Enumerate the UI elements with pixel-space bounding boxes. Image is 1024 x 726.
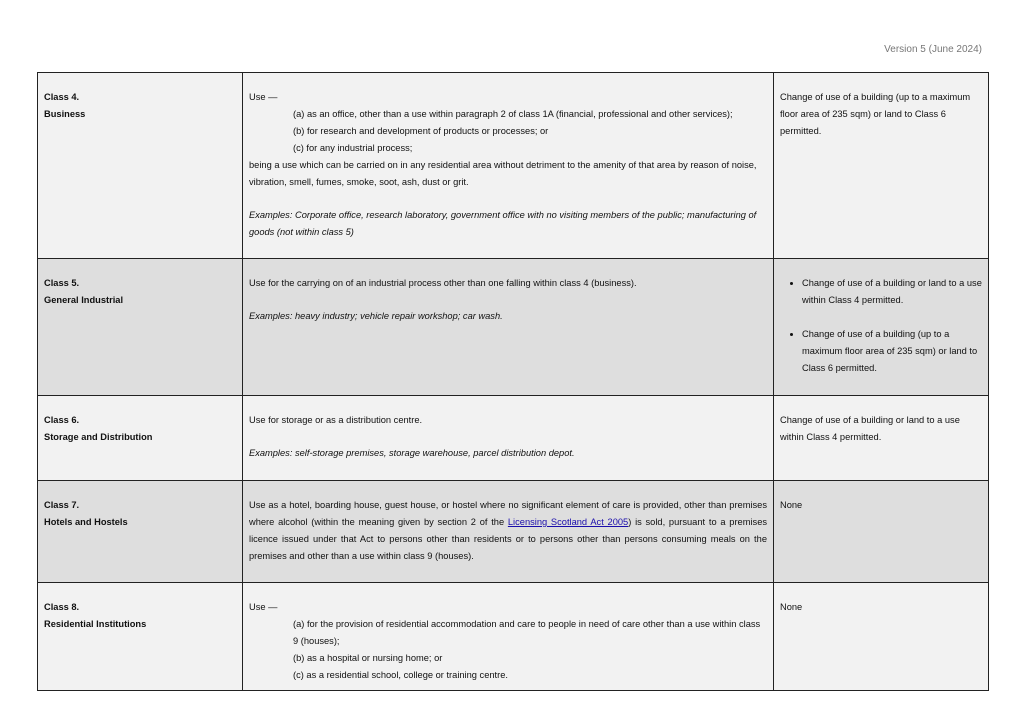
- use-tail: being a use which can be carried on in any residential area without detriment to the amenity of that area by reason of noise, vibration, smell, fumes, smoke, soot, ash, dust or grit.: [249, 160, 757, 187]
- use-text-after: ) is sold, pursuant to a premises licence issued under that Act to persons other than residents or to persons other than persons consuming meals on the premises and other than a use within class 9 (houses).: [249, 517, 768, 561]
- use-classes-table: [37, 72, 989, 691]
- use-item: (a) for the provision of residential accommodation and care to people in need of care other than a use within class 9 (houses);: [293, 619, 761, 646]
- class-number: Class 4.: [44, 92, 80, 102]
- change-of-use-cell: [774, 73, 989, 259]
- use-description-cell: [243, 396, 774, 481]
- use-item: (a) as an office, other than a use within paragraph 2 of class 1A (financial, professional and other services);: [293, 109, 733, 119]
- use-intro: Use —: [249, 602, 278, 612]
- use-description-cell: [243, 73, 774, 259]
- examples-text: Examples: heavy industry; vehicle repair workshop; car wash.: [249, 311, 503, 321]
- change-of-use-cell: [774, 583, 989, 691]
- change-text: None: [780, 602, 803, 612]
- change-bullet-item: • Change of use of a building (up to a maximum floor area of 235 sqm) or land to Class 6 permitted.: [802, 326, 982, 377]
- change-text: None: [780, 500, 803, 510]
- use-description-cell: [243, 481, 774, 583]
- use-text: [249, 497, 767, 565]
- table-row-class-7: [38, 481, 989, 583]
- licensing-act-link[interactable]: Licensing Scotland Act 2005: [507, 517, 629, 527]
- use-text: Use for storage or as a distribution centre.: [249, 415, 423, 425]
- class-title: Business: [44, 109, 86, 119]
- class-cell: [38, 259, 243, 396]
- examples-text: Examples: self-storage premises, storage warehouse, parcel distribution depot.: [249, 448, 575, 458]
- change-text: Change of use of a building (up to a maximum floor area of 235 sqm) or land to Class 6 permitted.: [780, 92, 971, 136]
- class-number: Class 8.: [44, 602, 80, 612]
- table-row-class-8: [38, 583, 989, 691]
- use-text-before: Use as a hotel, boarding house, guest house, or hostel where no significant element of care is provided, other than premises where alcohol (within the meaning given by section 2 of the: [249, 500, 767, 527]
- change-bullet-list: [780, 275, 982, 377]
- class-number: Class 7.: [44, 500, 80, 510]
- change-of-use-cell: [774, 259, 989, 396]
- use-description-cell: [243, 583, 774, 691]
- class-cell: [38, 396, 243, 481]
- version-label: Version 5 (June 2024): [884, 44, 982, 55]
- use-item: (c) as a residential school, college or training centre.: [293, 670, 508, 680]
- use-item: (b) as a hospital or nursing home; or: [293, 653, 443, 663]
- use-intro: Use —: [249, 92, 278, 102]
- use-description-cell: [243, 259, 774, 396]
- examples-text: Examples: Corporate office, research laboratory, government office with no visiting members of the public; manufacturing of goods (not within class 5): [249, 210, 757, 237]
- use-item: (b) for research and development of products or processes; or: [293, 126, 549, 136]
- class-title: Hotels and Hostels: [44, 517, 128, 527]
- table-row-class-6: [38, 396, 989, 481]
- class-title: Storage and Distribution: [44, 432, 153, 442]
- class-number: Class 5.: [44, 278, 80, 288]
- use-item: (c) for any industrial process;: [293, 143, 413, 153]
- change-bullet-item: • Change of use of a building or land to a use within Class 4 permitted.: [802, 275, 982, 309]
- table-row-class-4: [38, 73, 989, 259]
- class-number: Class 6.: [44, 415, 80, 425]
- change-of-use-cell: [774, 396, 989, 481]
- class-cell: [38, 73, 243, 259]
- class-cell: [38, 481, 243, 583]
- change-text: Change of use of a building or land to a use within Class 4 permitted.: [780, 415, 960, 442]
- table-row-class-5: [38, 259, 989, 396]
- class-title: Residential Institutions: [44, 619, 147, 629]
- use-text: Use for the carrying on of an industrial process other than one falling within class 4 (business).: [249, 278, 637, 288]
- class-cell: [38, 583, 243, 691]
- class-title: General Industrial: [44, 295, 124, 305]
- change-of-use-cell: [774, 481, 989, 583]
